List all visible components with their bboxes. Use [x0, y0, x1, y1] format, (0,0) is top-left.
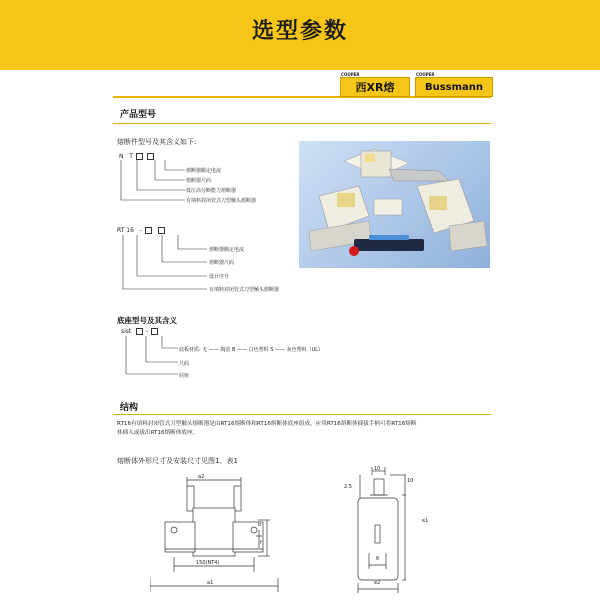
section-rule: [113, 414, 491, 415]
nt-leader-lines: [110, 158, 190, 218]
rt-label-design-no: 设计序号: [209, 274, 230, 280]
fuse-model-heading: 熔断件型号及其含义如下:: [117, 138, 197, 146]
drawing-heading: 熔断体外形尺寸及安装尺寸见图1、表1: [117, 457, 238, 465]
rt-leader-lines: [115, 233, 215, 293]
nt-label-rated-current: 熔断器额定电流: [186, 168, 222, 174]
rt-code: RT 16 -: [117, 227, 166, 234]
fuse-product-illustration: [299, 141, 490, 268]
dim-2-5: 2.5: [344, 484, 352, 490]
dim-10-side: 10: [407, 478, 414, 484]
page-title: 选型参数: [251, 19, 348, 44]
rt-label-size: 熔断器尺码: [209, 260, 235, 266]
base-label-base: 底座: [179, 373, 190, 379]
structure-paragraph: RT16有填料封闭管式刀型触头熔断器是由RT16熔断体和RT16熔断体底座组成，应用RT16熔断体插拔手柄可将RT16熔断 体插入或拔出RT16熔断体底座。: [117, 421, 417, 436]
base-leader-lines: [120, 334, 180, 379]
dim-10-top: 10: [374, 466, 381, 472]
nt-label-breaking: 低压高分断能力熔断器: [186, 188, 237, 194]
nt-code: N T: [119, 153, 155, 160]
dim-e1: e1: [422, 518, 429, 524]
nt-label-size: 熔断器尺码: [186, 178, 212, 184]
base-model-heading: 底座型号及其含义: [117, 316, 177, 325]
fuse-front-view-drawing: [340, 465, 430, 600]
section-title-product-model: 产品型号: [120, 110, 157, 120]
dim-b: b: [258, 522, 262, 528]
section-title-structure: 结构: [120, 403, 139, 413]
dim-f: f: [260, 540, 262, 546]
dim-e2: e2: [374, 580, 381, 586]
product-photo: [299, 141, 490, 268]
dim-a2: a2: [198, 474, 205, 480]
rt-label-rated-current: 熔断器额定电流: [209, 247, 245, 253]
nt-label-type: 有填料封闭管式刀型触头熔断器: [186, 198, 257, 204]
xixr-logo: COOPER 西XR熔: [340, 77, 410, 97]
dim-nt4: 150(NT4): [196, 560, 220, 566]
section-rule: [113, 123, 491, 124]
base-code: sist -: [121, 328, 159, 335]
fuse-side-view-drawing: [150, 472, 285, 600]
base-label-material: 底板材质: 无 —— 陶瓷 B —— 白色塑料 S —— 灰色塑料（UL）: [179, 347, 324, 353]
bussmann-logo: COOPER Bussmann: [415, 77, 493, 97]
base-label-size: 尺码: [179, 361, 190, 367]
rt-label-type: 有填料封闭管式刀型触头熔断器: [209, 287, 280, 293]
dim-a1: a1: [207, 580, 214, 586]
dim-6: 6: [376, 556, 380, 562]
